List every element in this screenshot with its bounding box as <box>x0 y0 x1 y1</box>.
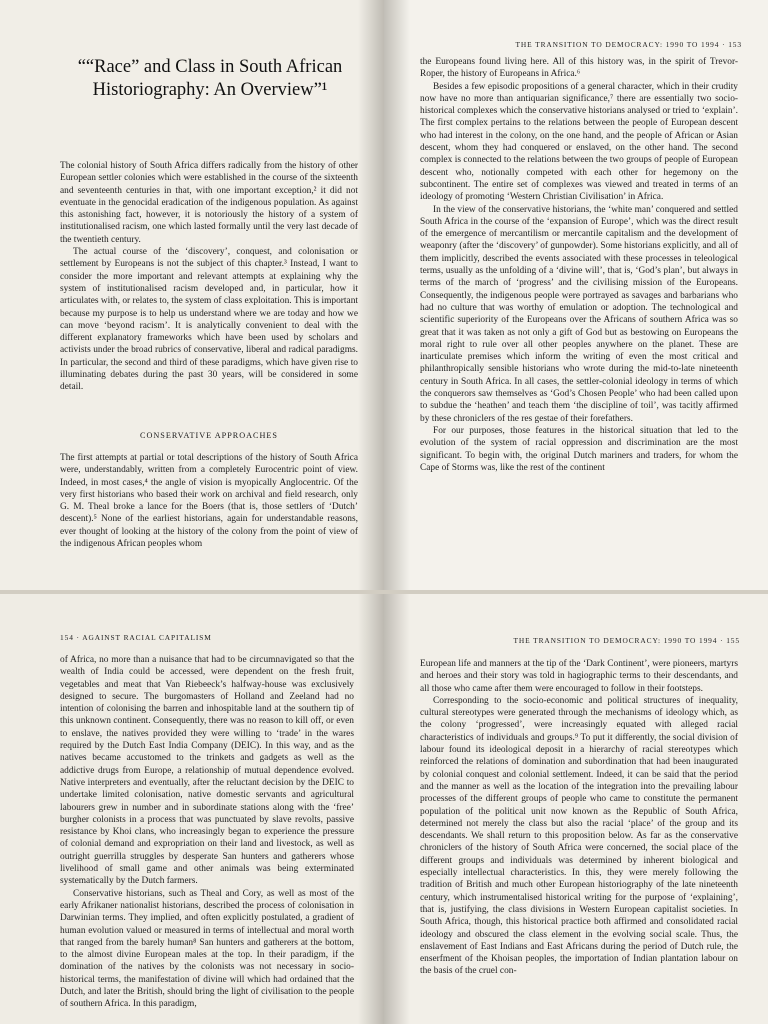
chapter-title: ““Race” and Class in South African Historiography: An Overview”¹ <box>77 57 343 100</box>
body-text-intro <box>60 160 358 394</box>
running-head: 154 · AGAINST RACIAL CAPITALISM <box>60 633 212 642</box>
paragraph: Conservative historians, such as Theal and Cory, as well as most of the early Afrikaner nationalist historians, described the process of colonisation in Darwinian terms. They implied, and often explicitly postulated, a gradient of human evolution valued or measured in terms of intellectual and moral worth that ranged from the barely human⁸ San hunters and gatherers at the bottom, to the almost divine European males at the top. In their paradigm, if the domination of the natives by the colonists was not necessary in socio-historical terms, the manifestation of divine will which had ordained that the Dutch, and later the British, should bring the light of civilisation to the people of southern Africa. In this paradigm, <box>60 888 354 1010</box>
section-heading: CONSERVATIVE APPROACHES <box>140 431 278 440</box>
paragraph: the Europeans found living here. All of this history was, in the spirit of Trevor-Roper, the history of Europeans in Africa.⁶ <box>420 57 738 80</box>
gutter-shadow <box>384 0 410 592</box>
paragraph: For our purposes, those features in the historical situation that led to the evolution of the system of racial oppression and discrimination are the most significant. To begin with, the original Dutch mariners and traders, for whom the Cape of Storms was, like the rest of the continent <box>420 425 738 473</box>
paragraph: of Africa, no more than a nuisance that had to be circumnavigated so that the wealth of India could be accessed, were dependent on the fresh fruit, vegetables and meat that Van Riebeeck’s halfway-house was exclusively designed to secure. The burgomasters of Holland and Zeeland had no intention of colonising the barren and inhospitable land at the southern tip of this unknown continent. Consequently, there was no reason to kill off, or even to enslave, the natives provided they were willing to ‘trade’ in the wares required by the Dutch East India Company (DEIC). In this way, and as the natives became accustomed to the trinkets and gadgets as well as the addictive drugs from Europe, a relationship of mutual dependence evolved. Native interpreters and eventually, after the reluctant decision by the DEIC to undertake limited colonisation, native domestic servants and agricultural labourers grew in number and in subordinate stations along with the ‘free’ burgher colonists in a process that was punctuated by slave revolts, passive resistance by Khoi clans, who increasingly began to experience the pressure of colonial demand and expropriation on their land and livestock, as well as outright guerrilla struggles by desperate San hunters and gatherers whose livelihood of small game and other animals was being exterminated systematically by the Dutch farmers. <box>60 655 354 887</box>
paragraph: In the view of the conservative historians, the ‘white man’ conquered and settled South Africa in the course of the ‘expansion of Europe’, which was the direct result of the emergence of mercantilism or mercantile capitalism and the development of weaponry (after the ‘discovery’ of gunpowder). Some historians explicitly, and all of them implicitly, described the events associated with these processes in teleological terms, usually as the unfolding of a ‘divine will’, that is, ‘God’s plan’, but always in terms of the march of ‘progress’ and the civilising mission of the Europeans. Consequently, the indigenous people were portrayed as savages and barbarians who had no culture that was worthy of emulation or adoption. The technological and scientific superiority of the Europeans over the Africans of southern Africa was so great that it was taken as not only a gift of God but as bestowing on Europeans the moral right to rule over all other peoples anywhere on the planet. These are inarticulate premises which inform the writing of even the most critical and philanthropically sensible historians who wrote during the mid-to-late nineteenth century in South Africa. In all cases, the settler-colonial ideology in terms of which the conquerors saw themselves as ‘God’s Chosen People’ who had been called upon to subdue the ‘heathen’ and teach them ‘the discipline of toil’, was tacitly affirmed by these chroniclers of the res gestae of their forefathers. <box>420 204 738 424</box>
body-text <box>420 658 738 978</box>
body-text <box>60 654 354 1011</box>
page-151 <box>0 0 384 592</box>
body-text-conservative <box>60 452 358 550</box>
gutter-shadow <box>358 592 384 1024</box>
paragraph: The actual course of the ‘discovery’, conquest, and colonisation or settlement by Europeans is not the subject of this chapter.³ Instead, I want to consider the more important and relevant attempts at explaining why the system of institutionalised racism developed and, in particular, how it articulates with, or relates to, the system of class exploitation. This is important because my purpose is to help us understand where we are today and how we can move ‘beyond racism’. It is analytically convenient to deal with the different explanatory frameworks which have been used by scholars and activists under the broad rubrics of conservative, liberal and radical paradigms. In particular, the second and third of these paradigms, which have given rise to illuminating debates during the past 30 years, will be considered in some detail. <box>60 247 358 393</box>
body-text <box>420 56 738 474</box>
paragraph: The first attempts at partial or total descriptions of the history of South Africa were, understandably, written from a completely Eurocentric point of view. Indeed, in most cases,⁴ the angle of vision is myopically Anglocentric. Of the very first historians who based their work on archival and field research, only G. M. Theal broke a lance for the Boers (that is, those settlers of ‘Dutch’ descent).⁵ None of the earliest historians, again for understandable reasons, ever thought of looking at the history of the colony from the point of view of the indigenous African peoples whom <box>60 453 358 550</box>
gutter-shadow <box>384 592 410 1024</box>
page-153 <box>384 0 768 592</box>
paragraph: Corresponding to the socio-economic and political structures of inequality, cultural stereotypes were generated through the mechanisms of ideology which, as the colony ‘progressed’, were increasingly equated with alleged racial characteristics of individuals and groups.⁹ To put it differently, the social division of labour found its ideological deposit in a hierarchy of racial stereotypes which reinforced the relations of domination and subordination that had been inaugurated by colonial conquest and colonial settlement. Indeed, it can be said that the period and the manner as well as the location of the integration into the prevailing labour processes of the different groups of people who came to constitute the permanent population of the political unit now known as the Republic of South Africa, determined not merely the class but also the racial ‘place’ of the group and its descendants. We shall return to this proposition below. As far as the conservative chroniclers of the history of South Africa were concerned, the social place of the different groups and individuals was determined by inherent biological and especially intellectual characteristics. In this, they were merely following the tradition of British and much other European historiography of the late nineteenth century, which instrumentalised historical writing for the purpose of ‘explaining’, that is, justifying, the class divisions in Western European capitalist societies. In South Africa, though, this historical practice both affirmed and consolidated racial ideology and obscured the class element in the evolving social scale. Thus, the enslavement of East Indians and East Africans during the period of Dutch rule, the enserfment of the Khoisan peoples, the importation of Indian plantation labour on the basis of the cruel con- <box>420 695 738 977</box>
paragraph: The colonial history of South Africa differs radically from the history of other European settler colonies which were established in the course of the sixteenth and seventeenth centuries in that, with one important exception,² it did not eventuate in the genocidal eradication of the indigenous population. As against this astonishing fact, however, it is notoriously the history of a system of institutionalised racism, one which lasted formally until the very last decade of the twentieth century. <box>60 161 358 245</box>
running-head: THE TRANSITION TO DEMOCRACY: 1990 TO 1994 · 155 <box>513 636 740 645</box>
scan-divider <box>0 590 768 594</box>
running-head: THE TRANSITION TO DEMOCRACY: 1990 TO 1994 · 153 <box>515 40 742 49</box>
gutter-shadow <box>358 0 384 592</box>
paragraph: Besides a few episodic propositions of a general character, which in their crudity now have no more than antiquarian significance,⁷ there are essentially two socio-historical complexes which the conservative historians analysed or tried to ‘explain’. The first complex pertains to the relations between the people of European descent who had interest in the colony, on the one hand, and the people of African or Asian descent, whom they had conquered or enslaved, on the other hand. The second complex is connected to the relations between the two groups of people of European descent who, notionally competed with each other for hegemony on the subcontinent. The entire set of complexes was viewed and treated in terms of an ideology of promoting ‘Western Christian Civilisation’ in Africa. <box>420 81 738 203</box>
paragraph: European life and manners at the tip of the ‘Dark Continent’, were pioneers, martyrs and heroes and their story was told in hagiographic terms to their descendants, and all those who came after them were encouraged to follow in their footsteps. <box>420 659 738 694</box>
page-155 <box>384 592 768 1024</box>
page-154 <box>0 592 384 1024</box>
